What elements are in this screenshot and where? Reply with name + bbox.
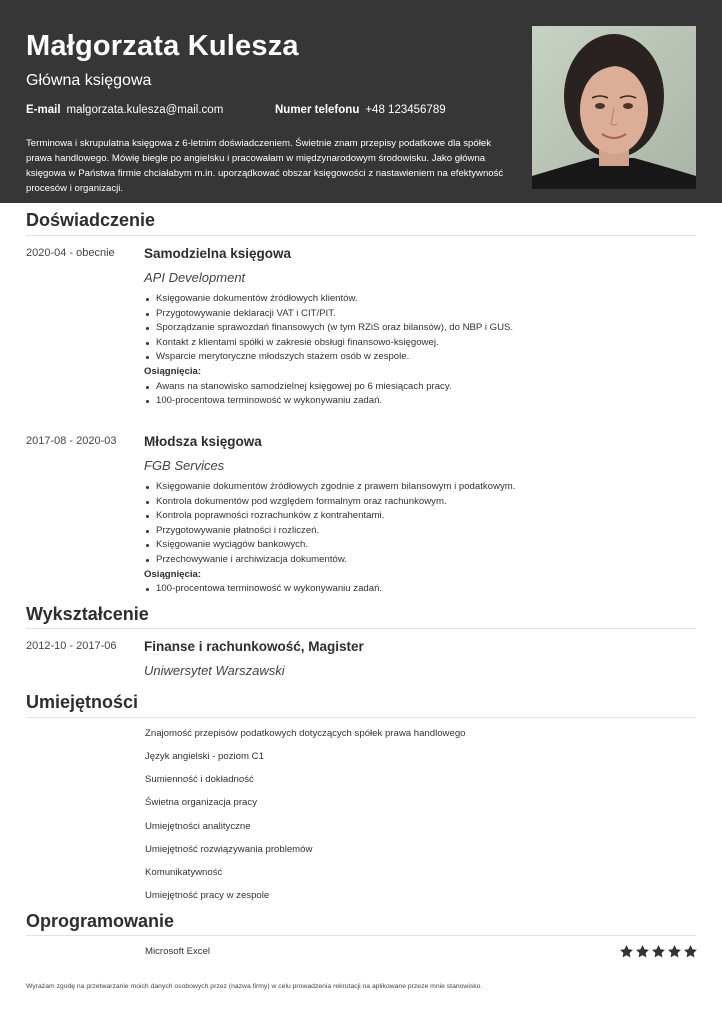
job-2-duty: Kontrola poprawności rozrachunków z kontrahentami.	[144, 509, 704, 524]
job-1-duty: Księgowanie dokumentów źródłowych klientów.	[144, 292, 704, 307]
star-icon	[683, 944, 698, 959]
candidate-title: Główna księgowa	[26, 72, 152, 89]
software-item: Microsoft Excel	[145, 946, 211, 957]
job-1-achievements-label: Osiągnięcia:	[144, 365, 202, 377]
email-label: E-mail	[26, 104, 61, 116]
phone-value[interactable]: +48 123456789	[365, 104, 446, 116]
skill-item: Umiejętność rozwiązywania problemów	[145, 844, 313, 855]
header-band	[0, 0, 722, 203]
job-2-details	[144, 480, 704, 597]
job-2-duty: Przechowywanie i archiwizacja dokumentów.	[144, 553, 704, 568]
education-divider	[26, 628, 696, 629]
skill-item: Umiejętności analityczne	[145, 821, 251, 832]
job-2-company: FGB Services	[144, 458, 225, 473]
job-2-duty: Księgowanie wyciągów bankowych.	[144, 538, 704, 553]
skill-item: Sumienność i dokładność	[145, 774, 254, 785]
email-contact	[26, 104, 223, 116]
education-section-title: Wykształcenie	[26, 604, 149, 624]
experience-divider	[26, 235, 696, 236]
job-2-achievements-label: Osiągnięcia:	[144, 568, 202, 580]
phone-label: Numer telefonu	[275, 104, 360, 116]
job-1-company: API Development	[144, 270, 246, 285]
job-1-duty: Przygotowywanie deklaracji VAT i CIT/PIT.	[144, 307, 704, 322]
star-icon	[667, 944, 682, 959]
job-1-position: Samodzielna księgowa	[144, 246, 292, 261]
gdpr-consent-clause: Wyrażam zgodę na przetwarzanie moich danych osobowych przez (nazwa firmy) w celu prowadzenia rekrutacji na aplikowane przeze mnie stanowisko.	[26, 983, 483, 990]
skills-divider	[26, 717, 696, 718]
candidate-name: Małgorzata Kulesza	[26, 30, 299, 62]
skill-item: Umiejętność pracy w zespole	[145, 890, 270, 901]
job-2-position: Młodsza księgowa	[144, 434, 262, 449]
software-divider	[26, 935, 696, 936]
software-section-title: Oprogramowanie	[26, 911, 175, 931]
skill-item: Świetna organizacja pracy	[145, 797, 257, 808]
star-icon	[651, 944, 666, 959]
job-1-duty: Kontakt z klientami spółki w zakresie obsługi finansowo-księgowej.	[144, 336, 704, 351]
job-1-duty: Sporządzanie sprawozdań finansowych (w tym RZiS oraz bilansów), do NBP i GUS.	[144, 321, 704, 336]
job-2-dates: 2017-08 - 2020-03	[26, 435, 117, 447]
job-1-duty: Wsparcie merytoryczne młodszych stażem osób w zespole.	[144, 350, 704, 365]
profile-summary: Terminowa i skrupulatna księgowa z 6-letnim doświadczeniem. Świetnie znam przepisy podatkowe dla spółek prawa handlowego. Mówię biegle po angielsku i pracowałam w międzynarodowym środowisku. Jako główna księgowa w Państwa firmie chciałabym m.in. uporządkować obszar księgowości z nastawieniem na efektywność procesów i organizacji.	[26, 138, 504, 194]
job-2-duty: Przygotowywanie płatności i rozliczeń.	[144, 524, 704, 539]
job-1-achievement: Awans na stanowisko samodzielnej księgowej po 6 miesiącach pracy.	[144, 380, 704, 395]
education-degree: Finanse i rachunkowość, Magister	[144, 639, 364, 654]
profile-photo	[532, 26, 696, 189]
phone-contact	[275, 104, 446, 116]
experience-section-title: Doświadczenie	[26, 210, 156, 230]
star-icon	[635, 944, 650, 959]
skill-item: Komunikatywność	[145, 867, 223, 878]
skill-item: Język angielski - poziom C1	[145, 751, 264, 762]
education-school: Uniwersytet Warszawski	[144, 663, 285, 678]
star-icon	[619, 944, 634, 959]
job-2-achievement: 100-procentowa terminowość w wykonywaniu zadań.	[144, 582, 704, 597]
job-1-achievement: 100-procentowa terminowość w wykonywaniu zadań.	[144, 394, 704, 409]
job-2-duty: Księgowanie dokumentów źródłowych zgodnie z prawem bilansowym i podatkowym.	[144, 480, 704, 495]
skill-item: Znajomość przepisów podatkowych dotyczących spółek prawa handlowego	[145, 728, 466, 739]
skills-section-title: Umiejętności	[26, 692, 139, 712]
education-dates: 2012-10 - 2017-06	[26, 640, 117, 652]
email-value[interactable]: malgorzata.kulesza@mail.com	[66, 104, 224, 116]
job-1-dates: 2020-04 - obecnie	[26, 247, 115, 259]
job-1-details	[144, 292, 704, 409]
job-2-duty: Kontrola dokumentów pod względem formalnym oraz rachunkowym.	[144, 495, 704, 510]
software-rating	[618, 944, 698, 960]
